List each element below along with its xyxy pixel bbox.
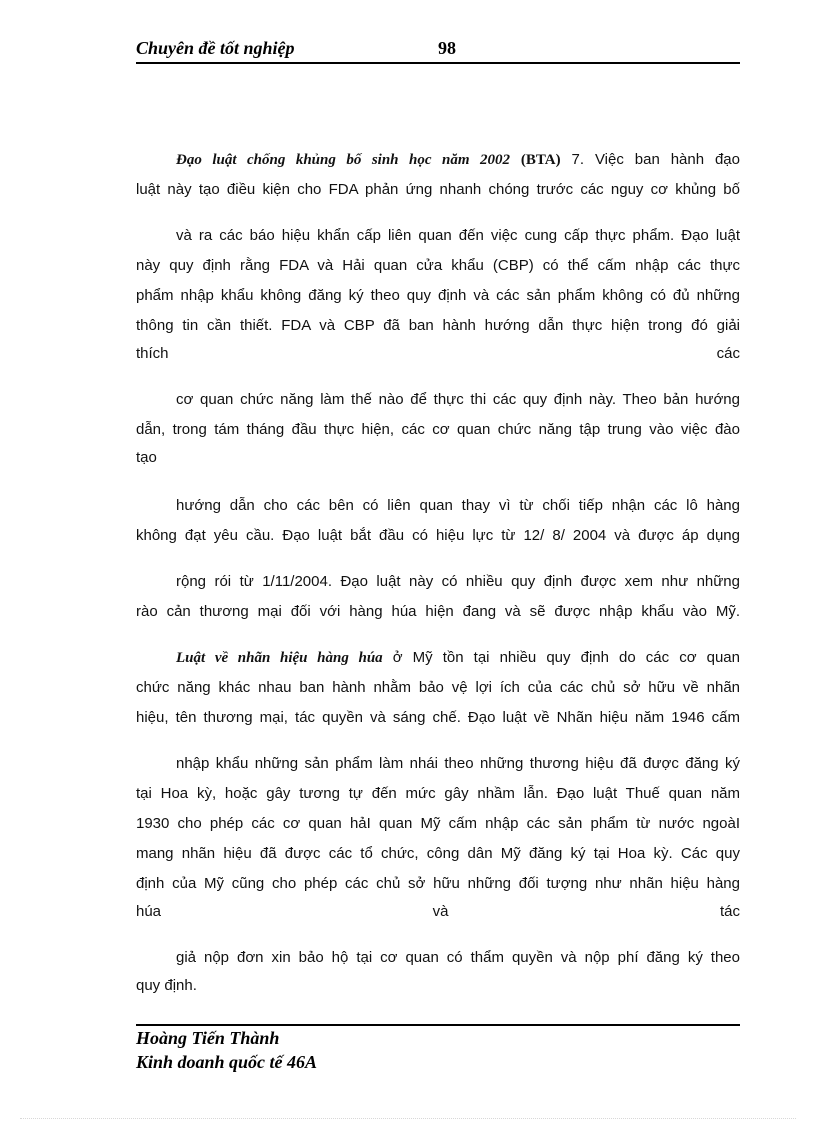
text-line: thích các bbox=[136, 345, 740, 362]
text-line: Luật về nhãn hiệu hàng húa ở Mỹ tồn tại nhiều quy định do các cơ quan bbox=[176, 649, 740, 666]
text-line: luật này tạo điều kiện cho FDA phản ứng nhanh chóng trước các nguy cơ khủng bố bbox=[136, 181, 740, 198]
text-line: không đạt yêu cầu. Đạo luật bắt đầu có hiệu lực từ 12/ 8/ 2004 và được áp dụng bbox=[136, 527, 740, 544]
text-line: Đạo luật chống khủng bố sinh học năm 2002 (BTA) 7. Việc ban hành đạo bbox=[176, 151, 740, 168]
text-line: chức năng khác nhau ban hành nhằm bảo vệ lợi ích của các chủ sở hữu về nhãn bbox=[136, 679, 740, 696]
law-heading-trademark: Luật về nhãn hiệu hàng húa bbox=[176, 650, 383, 666]
page-edge bbox=[20, 1118, 796, 1119]
text-line: này quy định rằng FDA và Hải quan cửa khẩu (CBP) có thể cấm nhập các thực bbox=[136, 257, 740, 274]
page-number: 98 bbox=[438, 38, 456, 58]
text-line: mang nhãn hiệu đã được các tổ chức, công dân Mỹ đăng ký tại Hoa kỳ. Các quy bbox=[136, 845, 740, 862]
text-line: hướng dẫn cho các bên có liên quan thay vì từ chối tiếp nhận các lô hàng bbox=[176, 497, 740, 514]
document-title: Chuyên đề tốt nghiệp bbox=[136, 38, 295, 58]
text-line: định của Mỹ cũng cho phép các chủ sở hữu những đối tượng như nhãn hiệu hàng bbox=[136, 875, 740, 892]
law-heading-bta: Đạo luật chống khủng bố sinh học năm 2002 bbox=[176, 152, 510, 168]
author-class: Kinh doanh quốc tế 46A bbox=[136, 1052, 318, 1072]
text-line: phẩm nhập khẩu không đăng ký theo quy định và các sản phẩm không có đủ những bbox=[136, 287, 740, 304]
text-line: và ra các báo hiệu khẩn cấp liên quan đến việc cung cấp thực phẩm. Đạo luật bbox=[176, 227, 740, 244]
text-line: thông tin cần thiết. FDA và CBP đã ban hành hướng dẫn thực hiện trong đó giải bbox=[136, 317, 740, 334]
text-line: giả nộp đơn xin bảo hộ tại cơ quan có thẩm quyền và nộp phí đăng ký theo bbox=[176, 949, 740, 966]
text-line: cơ quan chức năng làm thế nào để thực thi các quy định này. Theo bản hướng bbox=[176, 391, 740, 408]
text-line: húa và tác bbox=[136, 903, 741, 920]
text-line: dẫn, trong tám tháng đầu thực hiện, các cơ quan chức năng tập trung vào việc đào bbox=[136, 421, 740, 438]
text-line: rộng rói từ 1/11/2004. Đạo luật này có nhiều quy định được xem như những bbox=[176, 573, 740, 590]
author-name: Hoàng Tiến Thành bbox=[136, 1028, 280, 1048]
text-line: 1930 cho phép các cơ quan hảI quan Mỹ cấm nhập các sản phẩm từ nước ngoàI bbox=[136, 815, 740, 832]
text-line: rào cản thương mại đối với hàng húa hiện đang và sẽ được nhập khẩu vào Mỹ. bbox=[136, 603, 740, 620]
text-line: tại Hoa kỳ, hoặc gây tương tự đến mức gây nhầm lẫn. Đạo luật Thuế quan năm bbox=[136, 785, 740, 802]
text-line: tạo bbox=[136, 449, 157, 466]
footer-divider bbox=[136, 1024, 740, 1026]
text-line: nhập khẩu những sản phẩm làm nhái theo những thương hiệu đã được đăng ký bbox=[176, 755, 740, 772]
page-header bbox=[136, 36, 740, 64]
text-line: hiệu, tên thương mại, tác quyền và sáng chế. Đạo luật về Nhãn hiệu năm 1946 cấm bbox=[136, 709, 740, 726]
text-line: quy định. bbox=[136, 977, 197, 994]
bta-abbrev: (BTA) bbox=[520, 152, 561, 168]
